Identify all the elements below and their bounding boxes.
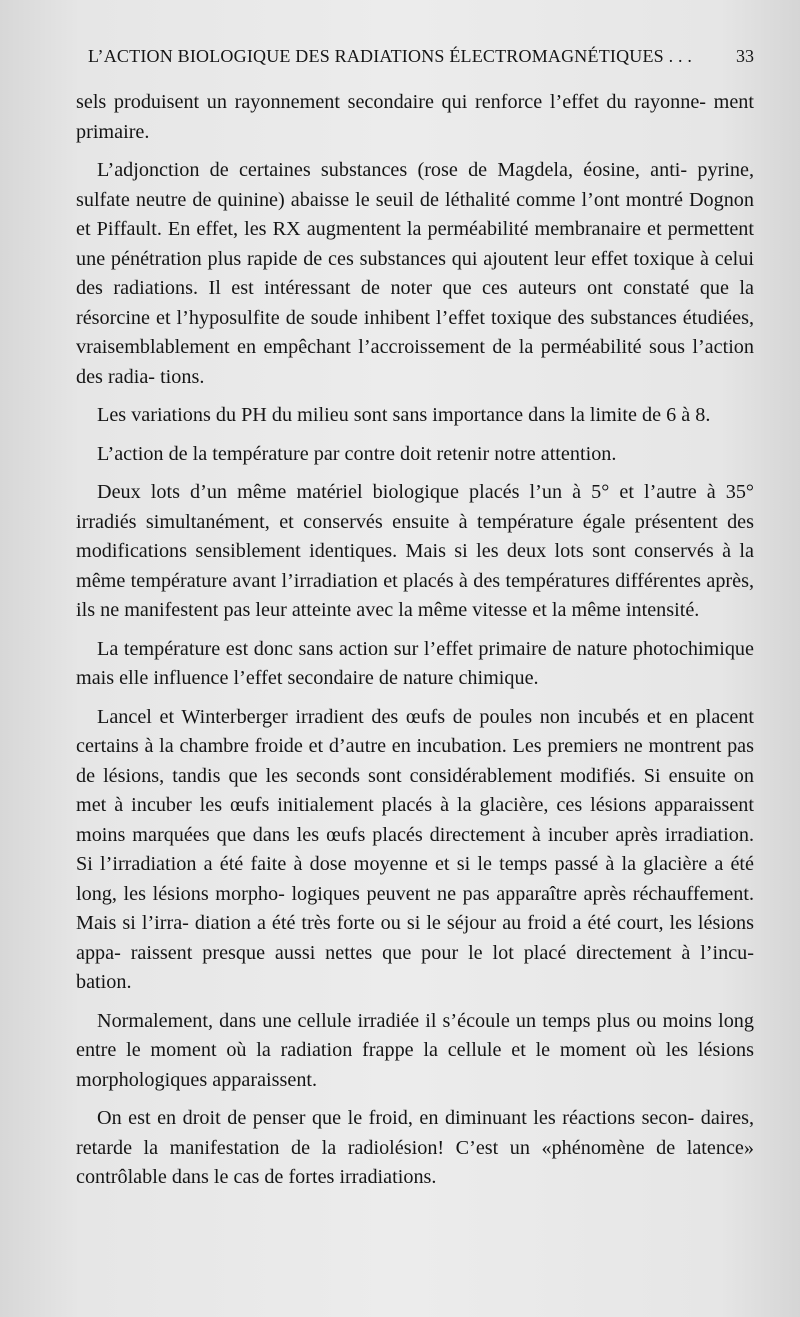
body-text xyxy=(76,88,754,1202)
paragraph: La température est donc sans action sur l’effet primaire de nature photochimique mais elle influence l’effet secondaire de nature chimique. xyxy=(76,637,754,689)
paragraph: Lancel et Winterberger irradient des œufs de poules non incubés et en placent certains à la chambre froide et d’autre en incubation. Les premiers ne montrent pas de lésions, tandis que les seconds sont considérablement modifiés. Si ensuite on met à incuber les œufs initialement placés à la glacière, ces lésions apparaissent moins marquées que dans les œufs placés directement à incuber après irradiation. Si l’irradiation a été faite à dose moyenne et si le temps passé à la glacière a été long, les lésions morpho- logiques peuvent ne pas apparaître après réchauffement. Mais si l’irra- diation a été très forte ou si le séjour au froid a été court, les lésions appa- raissent presque aussi nettes que pour le lot placé directement à l’incu- bation. xyxy=(76,705,754,993)
paragraph: Les variations du PH du milieu sont sans importance dans la limite de 6 à 8. xyxy=(97,404,711,426)
paragraph: Deux lots d’un même matériel biologique placés l’un à 5° et l’autre à 35° irradiés simultanément, et conservés ensuite à température égale présentent des modifications sensiblement identiques. Mais si les deux lots sont conservés à la même température avant l’irradiation et placés à des températures différentes après, ils ne manifestent pas leur atteinte avec la même vitesse et la même intensité. xyxy=(76,481,754,621)
paragraph: L’adjonction de certaines substances (rose de Magdela, éosine, anti- pyrine, sulfate neutre de quinine) abaisse le seuil de léthalité comme l’ont montré Dognon et Piffault. En effet, les RX augmentent la perméabilité membranaire et permettent une pénétration plus rapide de ces substances qui ajoutent leur effet toxique à celui des radiations. Il est intéressant de noter que ces auteurs ont constaté que la résorcine et l’hyposulfite de soude inhibent l’effet toxique des substances étudiées, vraisemblablement en empêchant l’accroissement de la perméabilité sous l’action des radia- tions. xyxy=(76,159,754,388)
paragraph: L’action de la température par contre doit retenir notre attention. xyxy=(97,442,617,465)
page-number: 33 xyxy=(736,46,754,66)
page-header xyxy=(88,46,754,72)
paragraph: On est en droit de penser que le froid, en diminuant les réactions secon- daires, retarde la manifestation de la radiolésion! C’est un «phénomène de latence» contrôlable dans le cas de fortes irradiations. xyxy=(76,1107,754,1188)
paragraph-continued: sels produisent un rayonnement secondaire qui renforce l’effet du rayonne- ment primaire. xyxy=(76,91,754,143)
running-title: L’ACTION BIOLOGIQUE DES RADIATIONS ÉLECTROMAGNÉTIQUES . . . xyxy=(88,46,693,66)
paragraph: Normalement, dans une cellule irradiée il s’écoule un temps plus ou moins long entre le moment où la radiation frappe la cellule et le moment où les lésions morphologiques apparaissent. xyxy=(76,1009,754,1091)
